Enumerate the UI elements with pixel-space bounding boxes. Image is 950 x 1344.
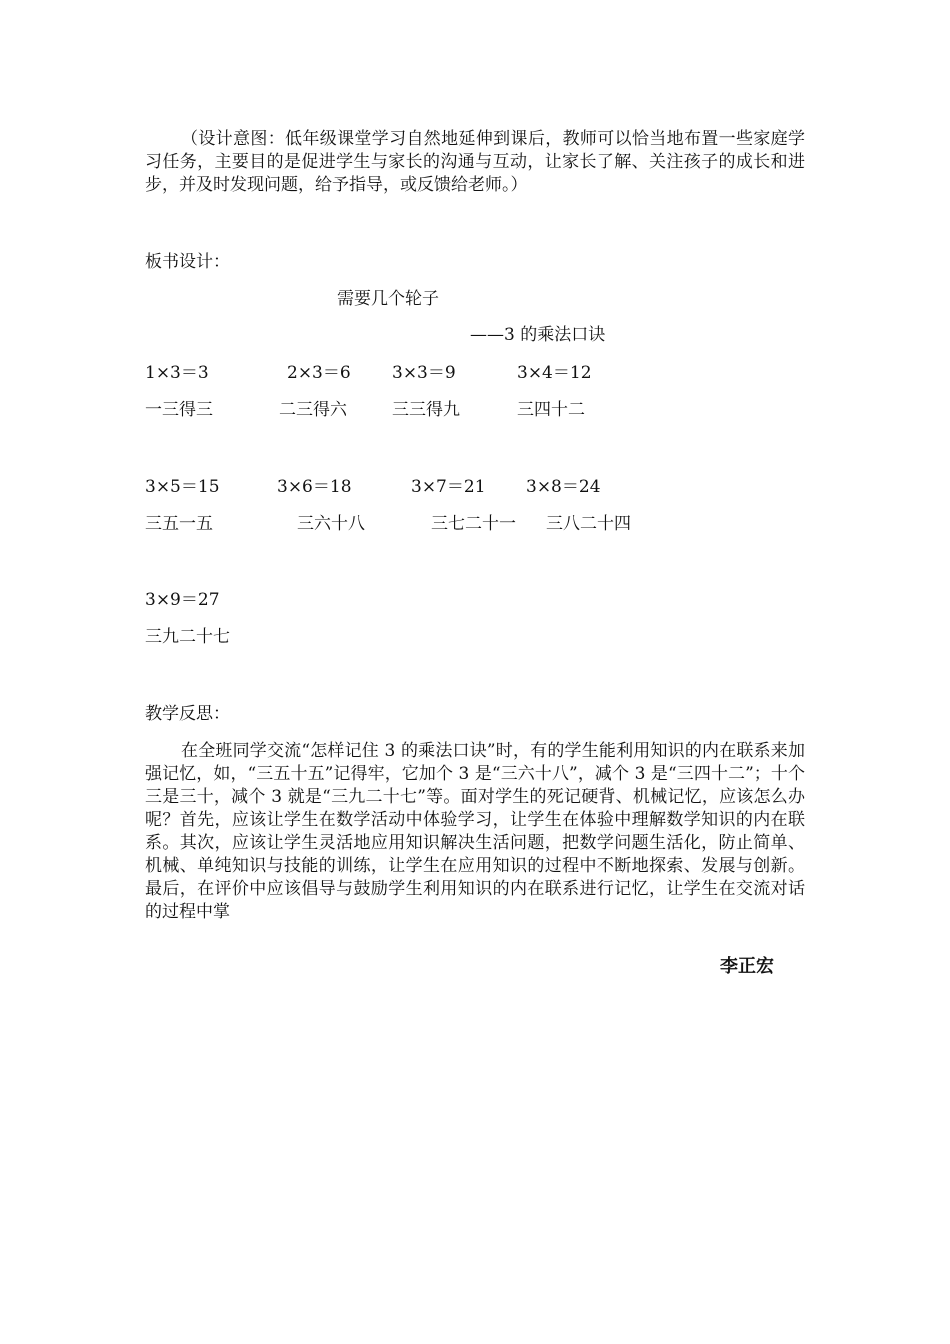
rhyme-3x3: 三三得九 [392, 400, 460, 420]
rhyme-3x5: 三五一五 [145, 514, 213, 534]
author-signature: 李正宏 [720, 956, 774, 977]
equation-3x9: 3×9＝27 [145, 590, 220, 610]
rhyme-3x9: 三九二十七 [145, 627, 230, 647]
rhyme-3x7: 三七二十一 [431, 514, 516, 534]
rhyme-3x4: 三四十二 [517, 400, 585, 420]
reflection-heading: 教学反思： [145, 704, 230, 724]
equation-3x8: 3×8＝24 [526, 477, 601, 497]
board-subtitle: ——3 的乘法口诀 [470, 325, 606, 345]
board-design-heading: 板书设计： [145, 252, 230, 272]
equation-1x3: 1×3＝3 [145, 363, 209, 383]
rhyme-1x3: 一三得三 [145, 400, 213, 420]
reflection-paragraph: 在全班同学交流“怎样记住 3 的乘法口诀”时，有的学生能利用知识的内在联系来加强记忆，如，“三五十五”记得牢，它加个 3 是“三六十八”，减个 3 是“三四十二”；十个三是三十，减个 3 就是“三九二十七”等。面对学生的死记硬背、机械记忆，应该怎么办呢？首先，应该让学生在数学活动中体验学习，让学生在体验中理解数学知识的内在联系。其次，应该让学生灵活地应用知识解决生活问题，把数学问题生活化，防止简单、机械、单纯知识与技能的训练，让学生在应用知识的过程中不断地探索、发展与创新。最后，在评价中应该倡导与鼓励学生利用知识的内在联系进行记忆，让学生在交流对话的过程中掌 [145, 741, 805, 922]
board-title: 需要几个轮子 [337, 289, 439, 309]
equation-2x3: 2×3＝6 [287, 363, 351, 383]
equation-3x4: 3×4＝12 [517, 363, 592, 383]
equation-3x7: 3×7＝21 [411, 477, 486, 497]
equation-3x5: 3×5＝15 [145, 477, 220, 497]
rhyme-3x6: 三六十八 [297, 514, 365, 534]
design-intent-paragraph: （设计意图：低年级课堂学习自然地延伸到课后，教师可以恰当地布置一些家庭学习任务，主要目的是促进学生与家长的沟通与互动，让家长了解、关注孩子的成长和进步，并及时发现问题，给予指导，或反馈给老师。） [145, 129, 805, 195]
rhyme-2x3: 二三得六 [279, 400, 347, 420]
equation-3x3: 3×3＝9 [392, 363, 456, 383]
rhyme-3x8: 三八二十四 [546, 514, 631, 534]
equation-3x6: 3×6＝18 [277, 477, 352, 497]
